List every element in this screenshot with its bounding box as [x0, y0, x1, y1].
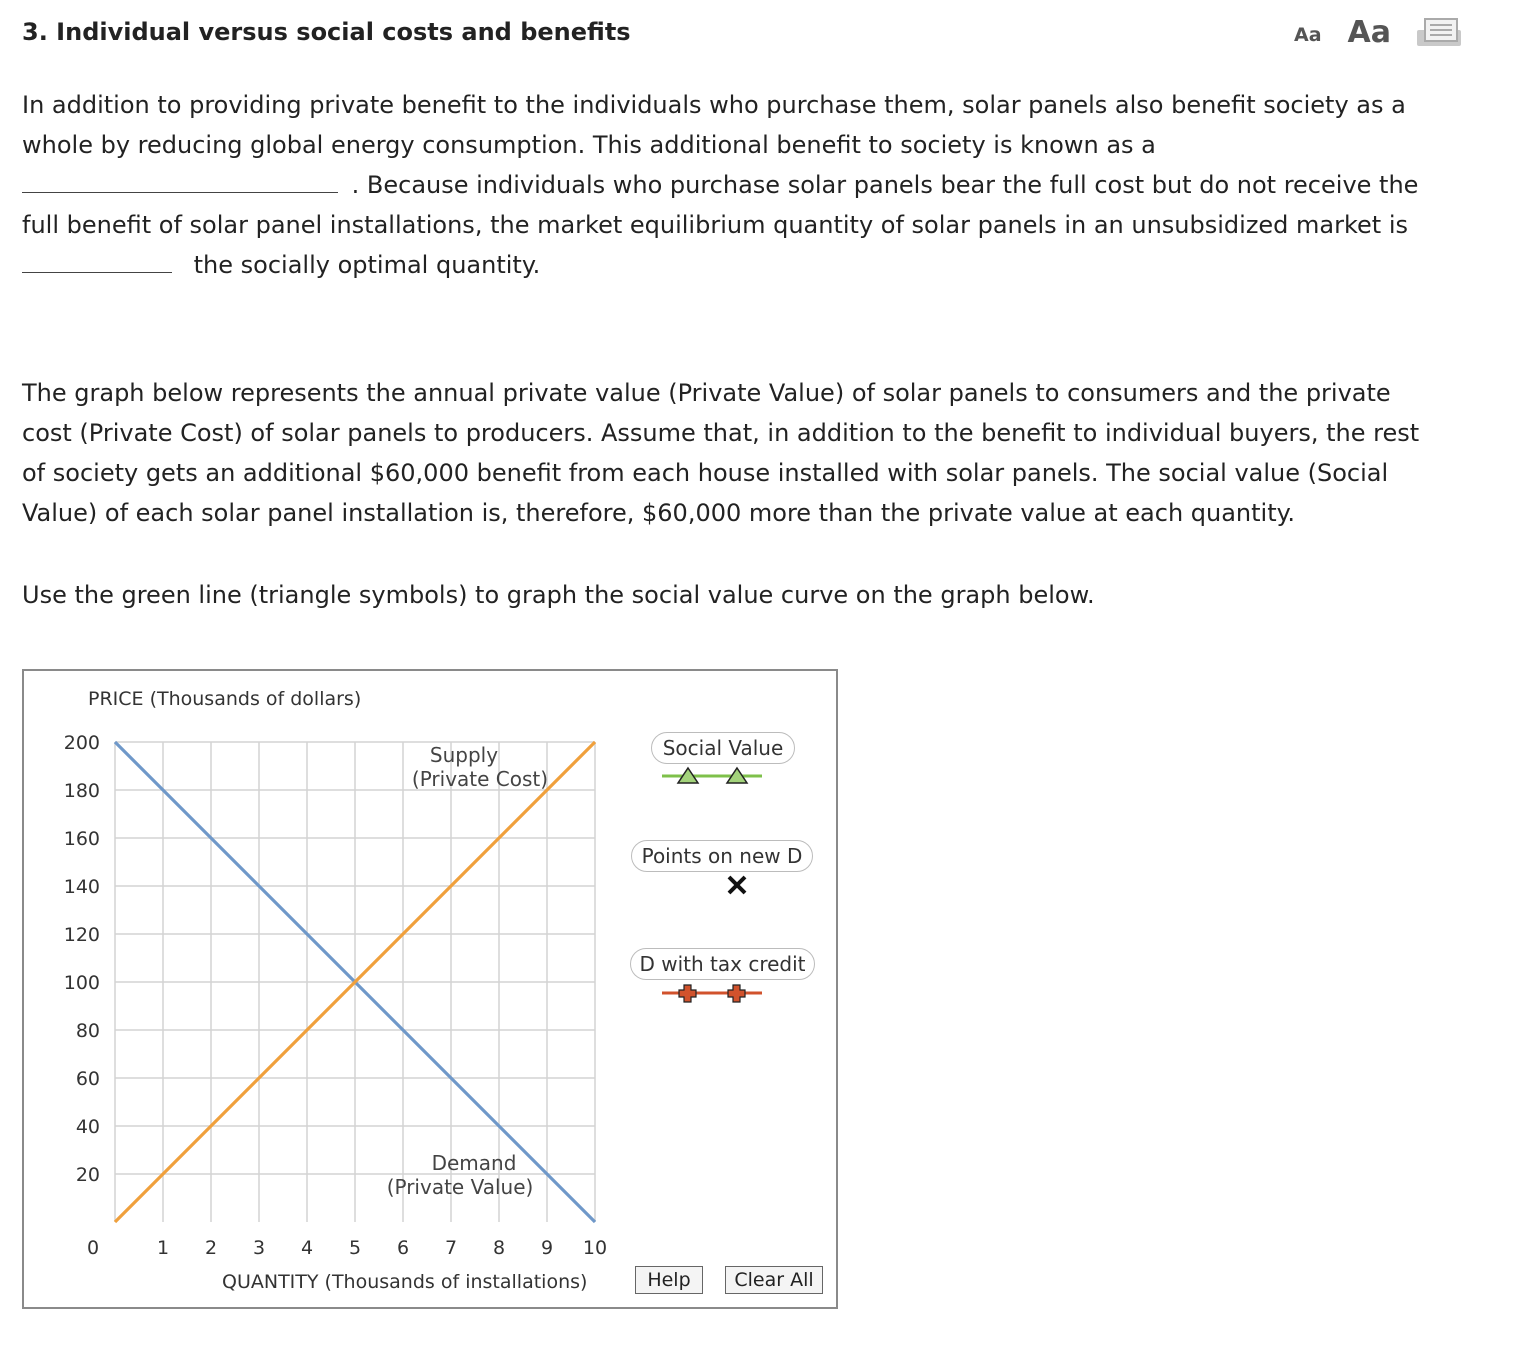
description-line: Value) of each solar panel installation is, therefore, $60,000 more than the private value at each quantity.: [22, 499, 1296, 527]
y-tick-label: 200: [63, 732, 100, 754]
intro-paragraph: [22, 85, 1462, 285]
x-tick-label: 8: [492, 1237, 506, 1259]
y-axis-label: PRICE (Thousands of dollars): [88, 688, 362, 710]
font-size-small-button[interactable]: Aa: [1294, 24, 1322, 46]
y-tick-label: 100: [63, 972, 100, 994]
description-line: The graph below represents the annual private value (Private Value) of solar panels to consumers and the private: [22, 379, 1391, 407]
y-tick-label: 60: [75, 1068, 100, 1090]
y-tick-label: 140: [63, 876, 100, 898]
font-size-large-button[interactable]: Aa: [1347, 15, 1391, 50]
description-line: of society gets an additional $60,000 benefit from each house installed with solar panels. The social value (Social: [22, 459, 1389, 487]
x-tick-label: 1: [156, 1237, 170, 1259]
y-tick-label: 80: [75, 1020, 100, 1042]
supply-curve-label-line2: (Private Cost): [411, 767, 549, 791]
intro-line: full benefit of solar panel installations, the market equilibrium quantity of solar panels in an unsubsidized market is: [22, 211, 1409, 239]
demand-curve-label-line2: (Private Value): [386, 1175, 534, 1199]
x-tick-label: 7: [444, 1237, 458, 1259]
points-new-d-legend[interactable]: Points on new D: [631, 840, 813, 872]
quantity-comparison-blank[interactable]: [22, 246, 172, 273]
instruction-text: Use the green line (triangle symbols) to graph the social value curve on the graph below.: [22, 581, 1095, 609]
intro-line: . Because individuals who purchase solar panels bear the full cost but do not receive the: [351, 171, 1419, 199]
y-tick-label: 180: [63, 780, 100, 802]
toolbar: [1294, 15, 1461, 50]
plus-icon: [728, 985, 745, 1002]
intro-line: the socially optimal quantity.: [193, 251, 541, 279]
y-tick-label: 160: [63, 828, 100, 850]
intro-line: In addition to providing private benefit to the individuals who purchase them, solar panels also benefit society as a: [22, 91, 1406, 119]
demand-curve-label-line1: Demand: [431, 1151, 517, 1175]
x-tick-label: 10: [582, 1237, 608, 1259]
x-tick-label: 0: [86, 1237, 100, 1259]
description-paragraph: [22, 373, 1462, 533]
supply-curve-label-line1: Supply: [429, 743, 499, 767]
externality-answer-blank[interactable]: [22, 166, 338, 193]
y-tick-label: 120: [63, 924, 100, 946]
tax-credit-tool-icon[interactable]: [662, 985, 762, 1002]
supply-demand-chart[interactable]: [24, 671, 836, 1307]
intro-line: whole by reducing global energy consumption. This additional benefit to society is known as a: [22, 131, 1156, 159]
x-tick-label: 5: [348, 1237, 362, 1259]
y-tick-label: 40: [75, 1116, 100, 1138]
social-value-tool-icon[interactable]: [662, 768, 762, 783]
social-value-legend[interactable]: Social Value: [651, 732, 795, 764]
graph-panel: [22, 669, 838, 1309]
page-title: 3. Individual versus social costs and benefits: [22, 18, 631, 46]
y-tick-label: 20: [75, 1164, 100, 1186]
description-line: cost (Private Cost) of solar panels to producers. Assume that, in addition to the benefit to individual buyers, the rest: [22, 419, 1420, 447]
print-icon[interactable]: [1417, 18, 1461, 48]
x-axis-label: QUANTITY (Thousands of installations): [222, 1271, 588, 1293]
x-mark-icon[interactable]: [729, 877, 745, 893]
plus-icon: [679, 985, 696, 1002]
tax-credit-legend[interactable]: D with tax credit: [630, 948, 815, 980]
x-tick-label: 3: [252, 1237, 266, 1259]
x-tick-label: 6: [396, 1237, 410, 1259]
help-button[interactable]: Help: [635, 1266, 703, 1294]
x-tick-label: 4: [300, 1237, 314, 1259]
clear-all-button[interactable]: Clear All: [725, 1266, 823, 1294]
x-tick-label: 9: [540, 1237, 554, 1259]
x-tick-label: 2: [204, 1237, 218, 1259]
